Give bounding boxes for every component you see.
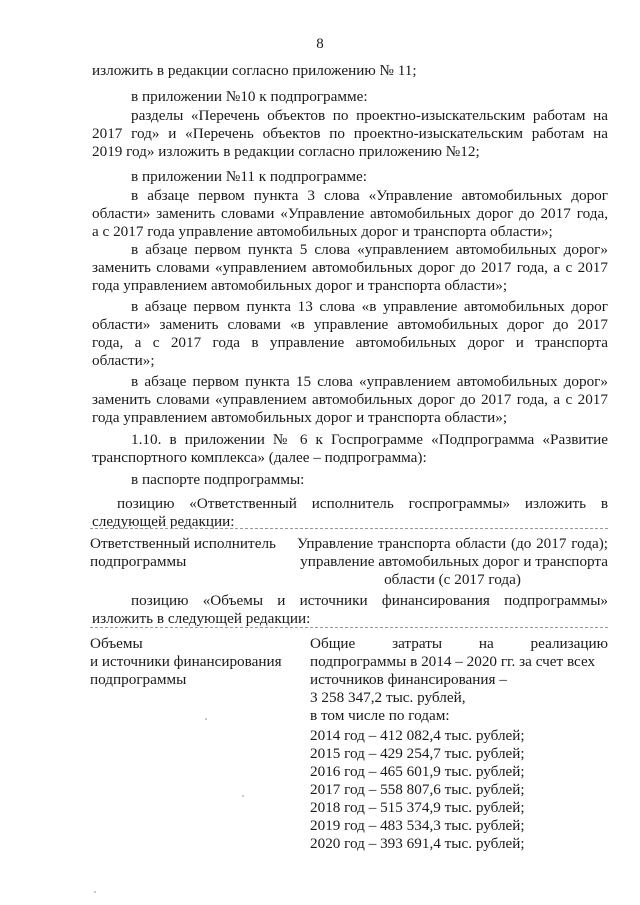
year-amount: 2016 год – 465 601,9 тыс. рублей; xyxy=(310,763,525,780)
paragraph-line: транспортного комплекса» (далее – подпрограмма): xyxy=(92,449,427,466)
paragraph-line: в абзаце первом пункта 13 слова «в управление автомобильных дорог xyxy=(131,298,608,315)
paragraph-line: позицию «Объемы и источники финансирования подпрограммы» xyxy=(131,592,608,609)
paragraph-line: а с 2017 года управление автомобильных дорог и транспорта области»; xyxy=(92,223,553,240)
paragraph-line: в приложении №11 к подпрограмме: xyxy=(131,168,367,185)
table-cell-value: Общие затраты на реализацию xyxy=(310,635,608,652)
table-cell-label: Ответственный исполнитель xyxy=(90,535,276,552)
paragraph-line: года управлением автомобильных дорог и транспорта области»; xyxy=(92,277,508,294)
scan-speck xyxy=(205,718,207,720)
table-cell-value: подпрограммы в 2014 – 2020 гг. за счет всех xyxy=(310,653,596,670)
paragraph-line: позицию «Ответственный исполнитель госпрограммы» изложить в xyxy=(117,495,608,512)
paragraph-line: года управлением автомобильных дорог и транспорта области»; xyxy=(92,409,508,426)
paragraph-line: разделы «Перечень объектов по проектно-изыскательским работам на xyxy=(131,107,608,124)
table-top-border xyxy=(90,528,608,529)
paragraph-line: в абзаце первом пункта 5 слова «управлением автомобильных дорог» xyxy=(131,241,608,258)
table-cell-label: подпрограммы xyxy=(90,553,187,570)
paragraph-line: области» заменить словами «Управление автомобильных дорог до 2017 года, xyxy=(92,205,608,222)
table-cell-value: области (с 2017 года) xyxy=(384,571,521,588)
scan-speck xyxy=(94,891,96,893)
paragraph-line: следующей редакции: xyxy=(92,513,235,530)
table-top-border xyxy=(90,627,608,628)
paragraph-line: в приложении №10 к подпрограмме: xyxy=(131,88,368,105)
paragraph-line: области»; xyxy=(92,352,155,369)
paragraph-line: заменить словами «управлением автомобильных дорог до 2017 года, а с 2017 xyxy=(92,259,608,276)
paragraph-line: года, а с 2017 года в управление автомобильных дорог и транспорта xyxy=(92,334,608,351)
table-cell-value: источников финансирования – xyxy=(310,671,507,688)
paragraph-line: области» заменить словами «в управление автомобильных дорог до 2017 xyxy=(92,316,608,333)
table-cell-value: управление автомобильных дорог и транспорта xyxy=(300,553,608,570)
page-number: 8 xyxy=(316,36,324,52)
year-amount: 2019 год – 483 534,3 тыс. рублей; xyxy=(310,817,525,834)
paragraph-line: 2019 год» изложить в редакции согласно приложению №12; xyxy=(92,143,480,160)
table-cell-value: в том числе по годам: xyxy=(310,707,450,724)
year-amount: 2014 год – 412 082,4 тыс. рублей; xyxy=(310,727,525,744)
year-amount: 2015 год – 429 254,7 тыс. рублей; xyxy=(310,745,525,762)
table-cell-value: 3 258 347,2 тыс. рублей, xyxy=(310,689,466,706)
paragraph-line: 2017 год» и «Перечень объектов по проектно-изыскательским работам на xyxy=(92,125,608,142)
paragraph-line: изложить в редакции согласно приложению № 11; xyxy=(92,62,417,79)
year-amount: 2017 год – 558 807,6 тыс. рублей; xyxy=(310,781,525,798)
paragraph-line: в паспорте подпрограммы: xyxy=(131,471,305,488)
table-cell-label: подпрограммы xyxy=(90,671,187,688)
year-amount: 2020 год – 393 691,4 тыс. рублей; xyxy=(310,835,525,852)
table-cell-label: Объемы xyxy=(90,635,143,652)
paragraph-line: 1.10. в приложении № 6 к Госпрограмме «Подпрограмма «Развитие xyxy=(131,431,608,448)
year-amount: 2018 год – 515 374,9 тыс. рублей; xyxy=(310,799,525,816)
paragraph-line: заменить словами «управлением автомобильных дорог до 2017 года, а с 2017 xyxy=(92,391,608,408)
scan-speck xyxy=(242,795,244,797)
table-cell-label: и источники финансирования xyxy=(90,653,282,670)
paragraph-line: изложить в следующей редакции: xyxy=(92,610,311,627)
table-cell-value: Управление транспорта области (до 2017 года); xyxy=(297,535,608,552)
paragraph-line: в абзаце первом пункта 3 слова «Управление автомобильных дорог xyxy=(131,187,608,204)
paragraph-line: в абзаце первом пункта 15 слова «управлением автомобильных дорог» xyxy=(131,373,608,390)
